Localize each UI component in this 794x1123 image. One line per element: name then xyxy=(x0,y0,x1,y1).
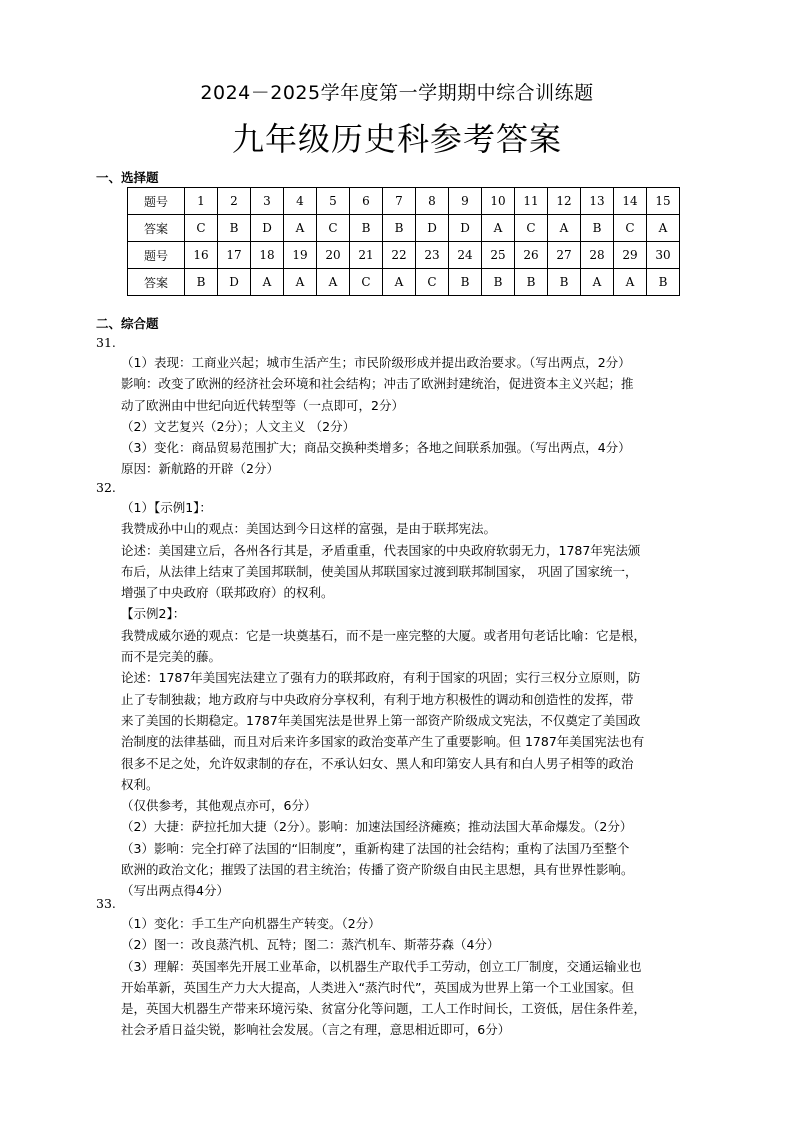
table-cell: A xyxy=(482,215,515,242)
table-cell: A xyxy=(614,269,647,296)
table-row xyxy=(128,269,680,296)
page-title: 九年级历史科参考答案 xyxy=(231,120,562,158)
row-label: 答案 xyxy=(128,269,185,296)
answer-line: （3）影响：完全打碎了法国的“旧制度”，重新构建了法国的社会结构；重构了法国乃至整个 xyxy=(121,840,630,856)
table-cell: A xyxy=(581,269,614,296)
table-cell: 28 xyxy=(581,242,614,269)
table-cell: 30 xyxy=(647,242,680,269)
answer-line: 止了专制独裁；地方政府与中央政府分享权利，有利于地方积极性的调动和创造性的发挥，带 xyxy=(121,691,634,707)
table-cell: 20 xyxy=(317,242,350,269)
table-cell: C xyxy=(614,215,647,242)
table-row xyxy=(128,215,680,242)
table-cell: 23 xyxy=(416,242,449,269)
answer-line: 我赞成威尔逊的观点：它是一块奠基石，而不是一座完整的大厦。或者用句老话比喻：它是根， xyxy=(121,627,647,643)
answer-line: 欧洲的政治文化；摧毁了法国的君主统治；传播了资产阶级自由民主思想，具有世界性影响。 xyxy=(121,862,634,878)
answer-line: 是，英国大机器生产带来环境污染、贫富分化等问题，工人工作时间长，工资低，居住条件差， xyxy=(121,1001,647,1017)
table-cell: 25 xyxy=(482,242,515,269)
table-cell: 5 xyxy=(317,188,350,215)
table-cell: A xyxy=(647,215,680,242)
table-cell: 6 xyxy=(350,188,383,215)
answer-line: （1）表现：工商业兴起；城市生活产生；市民阶级形成并提出政治要求。（写出两点，2分） xyxy=(121,355,631,370)
table-cell: 4 xyxy=(284,188,317,215)
table-cell: B xyxy=(185,269,218,296)
table-cell: 19 xyxy=(284,242,317,269)
table-cell: B xyxy=(647,269,680,296)
row-label: 答案 xyxy=(128,215,185,242)
answer-line: 开始革新，英国生产力大大提高，人类进入“蒸汽时代”，英国成为世界上第一个工业国家。但 xyxy=(121,979,634,995)
table-cell: 18 xyxy=(251,242,284,269)
answer-line: （仅供参考，其他观点亦可，6分） xyxy=(121,798,317,814)
answer-33 xyxy=(121,913,709,1041)
table-cell: A xyxy=(383,269,416,296)
answer-table xyxy=(127,187,680,296)
answer-line: 很多不足之处，允许奴隶制的存在，不承认妇女、黑人和印第安人具有和白人男子相等的政治 xyxy=(121,755,634,771)
table-cell: B xyxy=(350,215,383,242)
answer-line: 来了美国的长期稳定。1787年美国宪法是世界上第一部资产阶级成文宪法，不仅奠定了美国政 xyxy=(121,712,641,728)
table-cell: 22 xyxy=(383,242,416,269)
table-cell: 9 xyxy=(449,188,482,215)
table-cell: B xyxy=(449,269,482,296)
table-cell: A xyxy=(317,269,350,296)
table-cell: C xyxy=(416,269,449,296)
table-cell: 3 xyxy=(251,188,284,215)
question-number-31: 31. xyxy=(96,335,116,350)
table-cell: D xyxy=(416,215,449,242)
table-cell: B xyxy=(482,269,515,296)
answer-line: 权利。 xyxy=(121,776,159,792)
table-cell: D xyxy=(251,215,284,242)
table-cell: 26 xyxy=(515,242,548,269)
answer-line: 我赞成孙中山的观点：美国达到今日这样的富强，是由于联邦宪法。 xyxy=(121,521,497,537)
answer-line: （3）变化：商品贸易范围扩大；商品交换种类增多；各地之间联系加强。（写出两点，4分） xyxy=(121,440,631,456)
table-cell: A xyxy=(284,215,317,242)
row-label: 题号 xyxy=(128,242,185,269)
answer-31 xyxy=(121,352,709,480)
table-cell: B xyxy=(218,215,251,242)
table-cell: C xyxy=(317,215,350,242)
question-number-32: 32. xyxy=(96,480,116,495)
table-cell: C xyxy=(185,215,218,242)
table-cell: A xyxy=(251,269,284,296)
table-cell: 1 xyxy=(185,188,218,215)
table-cell: B xyxy=(515,269,548,296)
answer-line: 社会矛盾日益尖锐，影响社会发展。（言之有理，意思相近即可，6分） xyxy=(121,1022,511,1038)
table-cell: 2 xyxy=(218,188,251,215)
answer-line: （1）变化：手工生产向机器生产转变。（2分） xyxy=(121,916,381,931)
answer-line: 原因：新航路的开辟（2分） xyxy=(121,461,279,477)
table-cell: C xyxy=(350,269,383,296)
table-cell: D xyxy=(449,215,482,242)
answer-line: 影响：改变了欧洲的经济社会环境和社会结构；冲击了欧洲封建统治，促进资本主义兴起；推 xyxy=(121,376,634,392)
question-number-33: 33. xyxy=(96,896,116,911)
answer-line: 增强了中央政府（联邦政府）的权利。 xyxy=(121,585,334,601)
answer-line: （3）理解：英国率先开展工业革命，以机器生产取代手工劳动，创立工厂制度，交通运输业也 xyxy=(121,958,642,974)
table-cell: B xyxy=(548,269,581,296)
table-cell: 15 xyxy=(647,188,680,215)
answer-line: （2）文艺复兴（2分）；人文主义 （2分） xyxy=(121,418,356,434)
table-cell: C xyxy=(515,215,548,242)
table-cell: 12 xyxy=(548,188,581,215)
answer-line: （2）大捷：萨拉托加大捷（2分）。影响：加速法国经济瘫痪；推动法国大革命爆发。（2分） xyxy=(121,819,633,835)
table-cell: 17 xyxy=(218,242,251,269)
table-cell: A xyxy=(284,269,317,296)
table-cell: 29 xyxy=(614,242,647,269)
answer-line: 论述：美国建立后，各州各行其是，矛盾重重，代表国家的中央政府软弱无力，1787年宪法颁 xyxy=(121,542,641,558)
row-label: 题号 xyxy=(128,188,185,215)
table-cell: 13 xyxy=(581,188,614,215)
exam-title: 2024－2025学年度第一学期期中综合训练题 xyxy=(200,82,594,104)
table-cell: 24 xyxy=(449,242,482,269)
answer-line: （写出两点得4分） xyxy=(121,883,229,899)
answer-line: （2）图一：改良蒸汽机、瓦特；图二：蒸汽机车、斯蒂芬森（4分） xyxy=(121,937,500,953)
answer-line: 动了欧洲由中世纪向近代转型等（一点即可，2分） xyxy=(121,397,404,413)
answer-line: （1）【示例1】： xyxy=(121,500,212,515)
answer-line: 治制度的法律基础，而且对后来许多国家的政治变革产生了重要影响。但 1787年美国宪法也有 xyxy=(121,734,645,750)
section-comprehensive-heading: 二、综合题 xyxy=(96,316,159,331)
table-cell: 8 xyxy=(416,188,449,215)
table-cell: 27 xyxy=(548,242,581,269)
table-row xyxy=(128,242,680,269)
table-cell: 21 xyxy=(350,242,383,269)
table-cell: 7 xyxy=(383,188,416,215)
table-cell: D xyxy=(218,269,251,296)
answer-line: 【示例2】： xyxy=(121,606,186,622)
table-cell: B xyxy=(581,215,614,242)
section-choice-heading: 一、选择题 xyxy=(96,170,159,185)
answer-line: 而不是完美的藤。 xyxy=(121,649,222,665)
table-row xyxy=(128,188,680,215)
table-cell: 14 xyxy=(614,188,647,215)
table-cell: 11 xyxy=(515,188,548,215)
table-cell: B xyxy=(383,215,416,242)
table-cell: 16 xyxy=(185,242,218,269)
answer-line: 论述：1787年美国宪法建立了强有力的联邦政府，有利于国家的巩固；实行三权分立原则，防 xyxy=(121,670,641,686)
table-cell: 10 xyxy=(482,188,515,215)
table-cell: A xyxy=(548,215,581,242)
answer-line: 布后，从法律上结束了美国邦联制，使美国从邦联国家过渡到联邦制国家， 巩固了国家统一， xyxy=(121,563,638,579)
answer-32 xyxy=(121,497,709,902)
